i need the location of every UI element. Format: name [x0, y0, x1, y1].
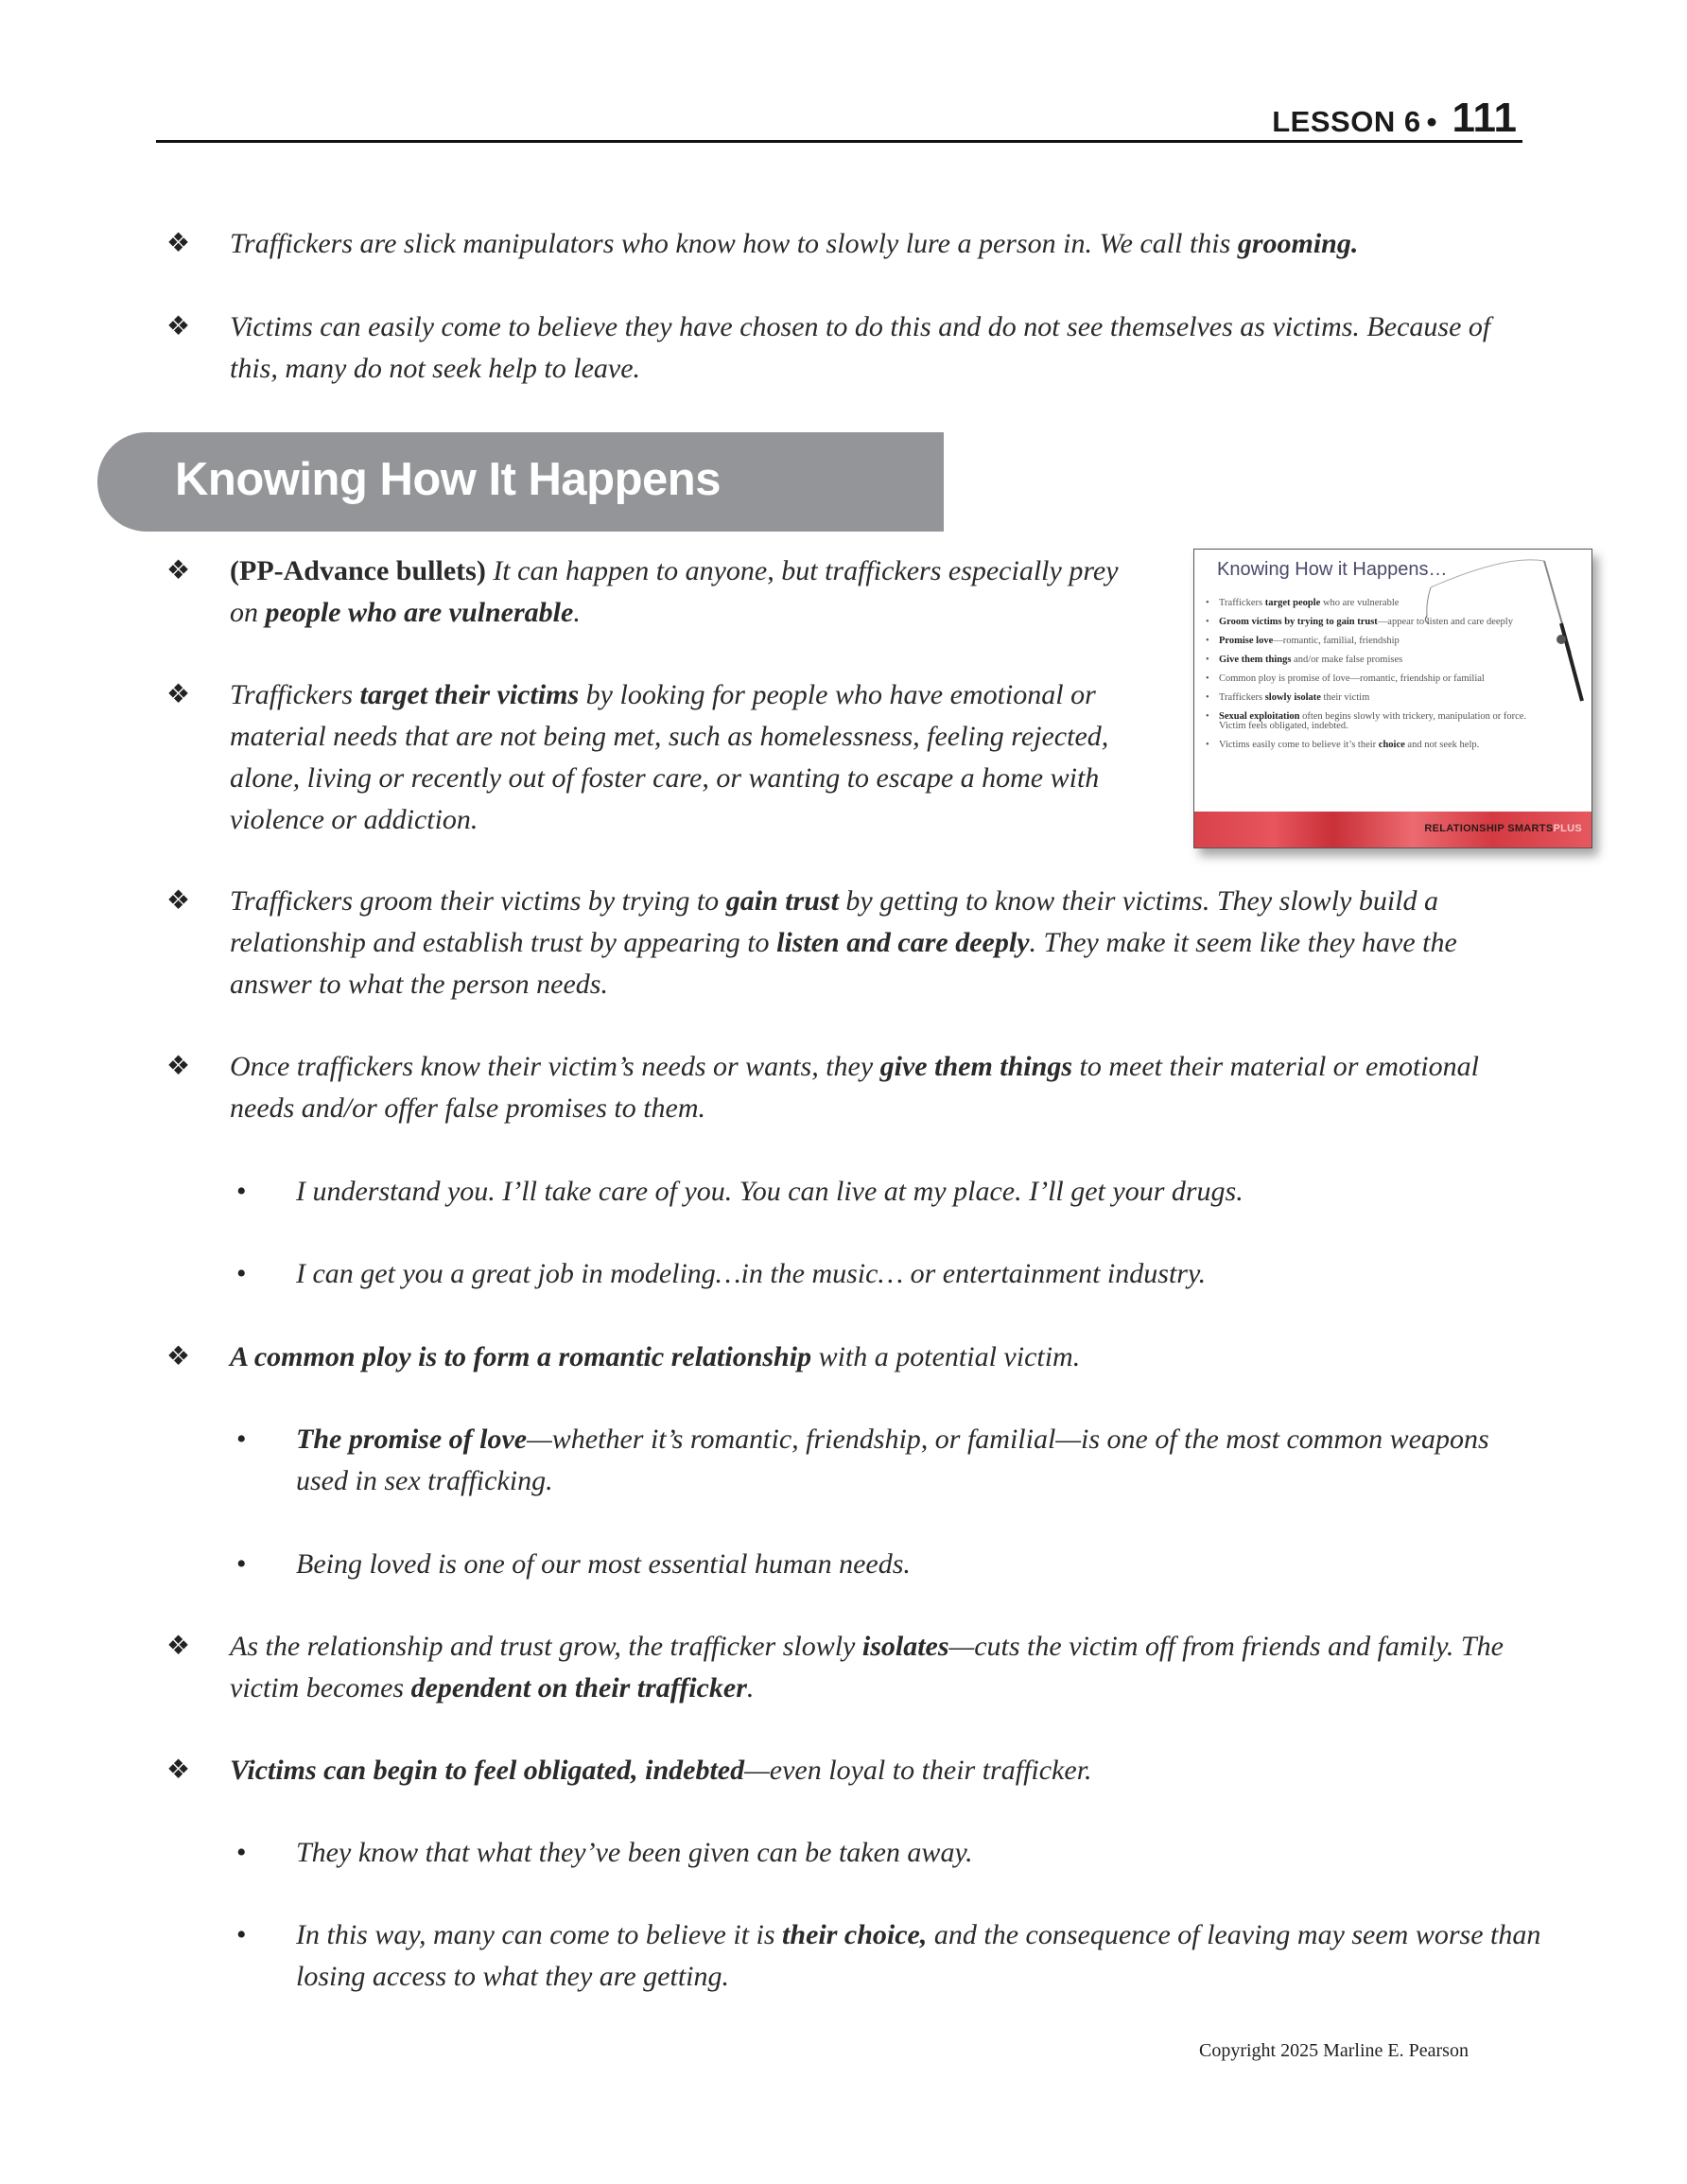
emphasis-text: choice: [1378, 740, 1405, 750]
text-run: .: [573, 597, 581, 628]
emphasis-text: A common ploy is to form a romantic relationship: [230, 1341, 812, 1372]
text-run: Common ploy is promise of love—romantic, friendship or familial: [1219, 673, 1485, 684]
emphasis-text: The promise of love: [296, 1424, 528, 1455]
text-run: Once traffickers know their victim’s needs or wants, they: [230, 1051, 880, 1082]
diamond-bullet-icon: ❖: [166, 1756, 191, 1785]
emphasis-text: target people: [1264, 598, 1321, 608]
dot-bullet-icon: •: [236, 1919, 247, 1950]
emphasis-text: listen and care deeply: [776, 927, 1030, 958]
section-banner: [97, 432, 944, 532]
diamond-bullet-icon: ❖: [166, 1342, 191, 1372]
text-run: by looking for people who have emotional or material needs that are not being met, such as homelessness, feeling rejected, alone, living or recently out of foster care, or wanting to escape a home with violence or addiction.: [230, 679, 1109, 835]
dot-bullet-icon: •: [236, 1424, 247, 1455]
text-run: to meet their material or emotional needs and/or offer false promises to them.: [230, 1051, 1479, 1124]
text-run: Victims can easily come to believe they have chosen to do this and do not see themselves as victims. Because of this, many do not seek help to leave.: [230, 311, 1491, 384]
emphasis-text: gain trust: [725, 885, 839, 917]
diamond-bullet-icon: ❖: [166, 229, 191, 258]
diamond-bullet-icon: ❖: [166, 556, 191, 585]
emphasis-text: their choice,: [782, 1919, 928, 1950]
text-run: who are vulnerable: [1320, 598, 1400, 608]
slide-bullet: [1206, 712, 1527, 731]
dot-bullet-icon: •: [236, 1548, 247, 1580]
text-run: —romantic, familial, friendship: [1273, 636, 1400, 646]
emphasis-text: Sexual exploitation: [1219, 711, 1300, 722]
emphasis-text: target their victims: [359, 679, 580, 710]
emphasis-text: dependent on their trafficker: [410, 1672, 747, 1704]
text-run: Traffickers are slick manipulators who know how to slowly lure a person in. We call this: [230, 228, 1238, 259]
slide-bullet: [1206, 599, 1527, 608]
lesson-label: LESSON 6: [1272, 105, 1421, 138]
section-title: Knowing How It Happens: [175, 454, 721, 505]
slide-bullet: [1206, 655, 1527, 665]
slide-brand-name: RELATIONSHIP SMARTS: [1424, 823, 1554, 834]
text-run: Being loved is one of our most essential human needs.: [296, 1548, 911, 1580]
text-run: Traffickers: [230, 679, 360, 710]
emphasis-text: grooming.: [1237, 228, 1359, 259]
slide-bullet: [1206, 674, 1527, 684]
text-run: As the relationship and trust grow, the trafficker slowly: [230, 1631, 862, 1662]
text-run: by getting to know their victims. They slowly build a relationship and establish trust by appearing to: [230, 885, 1439, 958]
header-separator: •: [1426, 105, 1437, 138]
text-run: . They make it seem like they have the answer to what the person needs.: [230, 927, 1457, 1000]
slide-brand-suffix: PLUS: [1553, 823, 1582, 834]
text-run: often begins slowly with trickery, manipulation or force. Victim feels obligated, indebted.: [1219, 711, 1527, 731]
emphasis-text: Groom victims by trying to gain trust: [1219, 617, 1378, 627]
slide-bullet: [1206, 693, 1527, 703]
slide-footer-band: [1194, 812, 1591, 847]
text-run: —even loyal to their trafficker.: [744, 1755, 1092, 1786]
diamond-bullet-icon: ❖: [166, 312, 191, 341]
text-run: In this way, many can come to believe it is: [296, 1919, 783, 1950]
slide-brand: [1424, 823, 1582, 834]
emphasis-text: give them things: [879, 1051, 1073, 1082]
text-run: —appear to listen and care deeply: [1377, 617, 1513, 627]
diamond-bullet-icon: ❖: [166, 1632, 191, 1661]
text-run: —cuts the victim off from friends and family. The victim becomes: [230, 1631, 1504, 1704]
text-run: .: [746, 1672, 755, 1704]
slide-bullet-list: [1206, 599, 1527, 760]
text-run: They know that what they’ve been given can be taken away.: [296, 1837, 973, 1868]
text-run: with a potential victim.: [811, 1341, 1081, 1372]
text-run: Traffickers: [1219, 598, 1265, 608]
text-run: Traffickers: [1219, 692, 1265, 703]
slide-bullet: [1206, 741, 1527, 750]
header-text: [1272, 95, 1517, 142]
text-run: and not seek help.: [1404, 740, 1480, 750]
text-run: their victim: [1320, 692, 1370, 703]
slide-bullet: [1206, 637, 1527, 646]
text-run: I can get you a great job in modeling…in the music… or entertainment industry.: [296, 1258, 1207, 1289]
page-number: 111: [1452, 95, 1517, 141]
emphasis-text: Promise love: [1219, 636, 1274, 646]
slide-bullet: [1206, 618, 1527, 627]
emphasis-text: Victims can begin to feel obligated, indebted: [230, 1755, 745, 1786]
emphasis-text: isolates: [861, 1631, 949, 1662]
diamond-bullet-icon: ❖: [166, 886, 191, 916]
text-run: and the consequence of leaving may seem worse than losing access to what they are getting.: [296, 1919, 1541, 1992]
slide-title: Knowing How it Happens…: [1217, 559, 1448, 580]
text-run: —whether it’s romantic, friendship, or familial—is one of the most common weapons used in sex trafficking.: [296, 1424, 1489, 1496]
text-run: and/or make false promises: [1291, 655, 1403, 665]
text-run: I understand you. I’ll take care of you. You can live at my place. I’ll get your drugs.: [296, 1176, 1244, 1207]
diamond-bullet-icon: ❖: [166, 680, 191, 709]
dot-bullet-icon: •: [236, 1176, 247, 1207]
running-header: [156, 91, 1522, 143]
text-run: Victims easily come to believe it’s their: [1219, 740, 1379, 750]
emphasis-text: slowly isolate: [1264, 692, 1321, 703]
emphasis-text: (PP-Advance bullets): [230, 555, 486, 586]
emphasis-text: Give them things: [1219, 655, 1292, 665]
dot-bullet-icon: •: [236, 1258, 247, 1289]
emphasis-text: people who are vulnerable: [265, 597, 574, 628]
dot-bullet-icon: •: [236, 1837, 247, 1868]
diamond-bullet-icon: ❖: [166, 1052, 191, 1081]
text-run: It can happen to anyone, but traffickers especially prey on: [230, 555, 1119, 628]
slide-thumbnail: [1193, 549, 1592, 848]
copyright-notice: Copyright 2025 Marline E. Pearson: [1199, 2040, 1469, 2061]
text-run: Traffickers groom their victims by trying to: [230, 885, 726, 917]
